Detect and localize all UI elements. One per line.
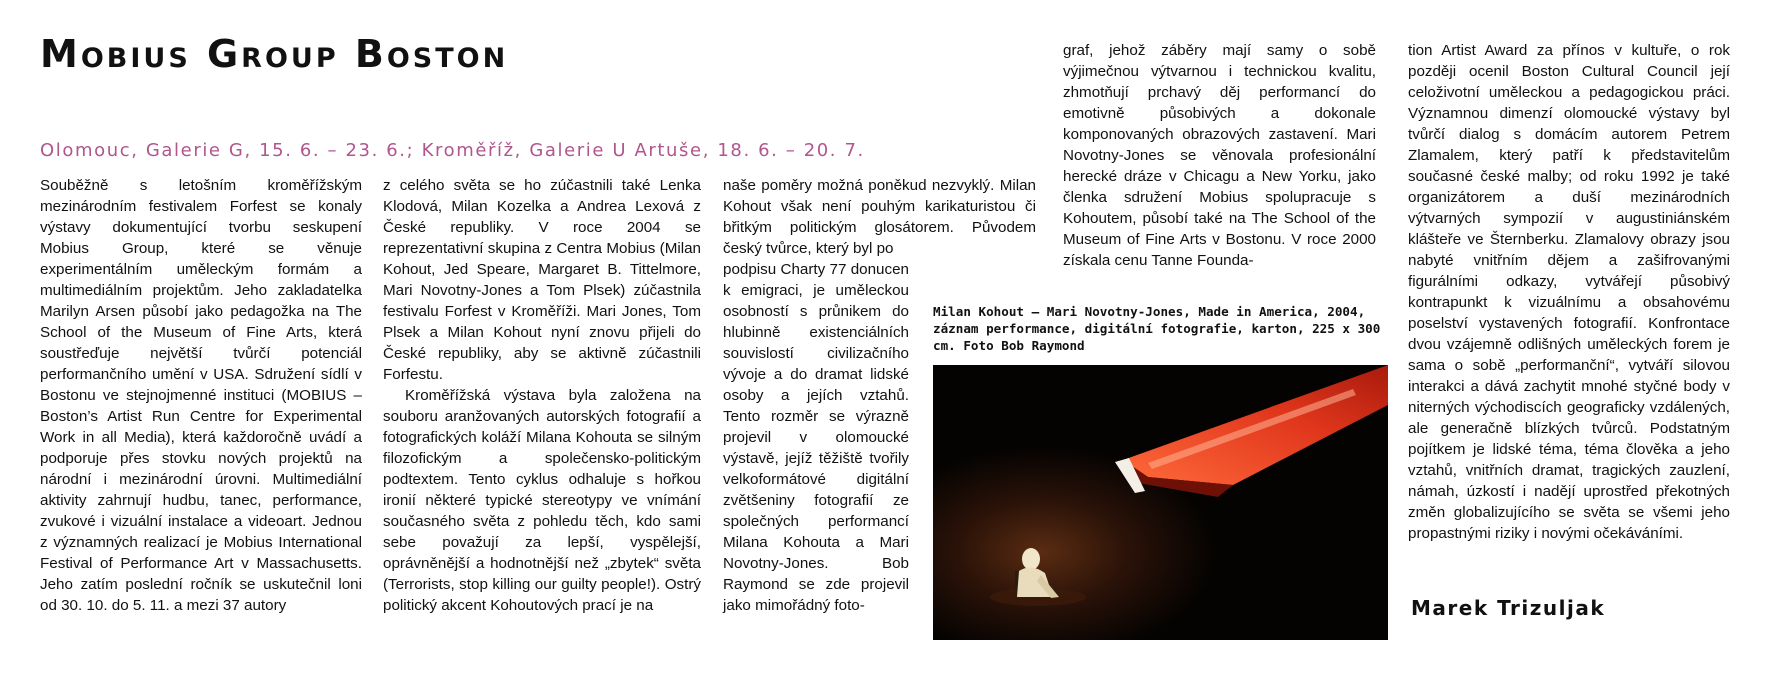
text-column-5: [1408, 40, 1730, 544]
column-1-paragraph-1: Souběžně s letošním kroměřížským mezinárodním festivalem Forfest se konaly výstavy dokumentující tvorbu seskupení Mobius Group, které se věnuje experimentálním uměleckým formám a multimediálním projektům. Jeho zakladatelka Marilyn Arsen působí jako pedagožka na The School of the Museum of Fine Arts, která soustřeďuje největší tvůrčí potenciál performančního umění v USA. Sdružení sídlí v Bostonu ve stejnojmenné instituci (MOBIUS – Boston’s Artist Run Centre for Experimental Work in all Media), která každoročně uvádí a podporuje přes stovku nových projektů na národní i mezinárodní úrovni. Multimediální aktivity zahrnují hudbu, tanec, performance, zvukové i vizuální instalace a videoart. Jednou z významných realizací je Mobius International Festival of Performance Art v Massachusetts. Jeho zatím poslední ročník se uskutečnil loni od 30. 10. do 5. 11. a mezi 37 autory: [40, 177, 362, 614]
text-column-1: [40, 175, 362, 616]
column-3-paragraph-1: naše poměry možná poněkud nezvyklý. Milan Kohout však není pouhým karikaturistou či břitkým politickým glosátorem. Původem český tvůrce, který byl po: [723, 177, 1036, 257]
column-4-paragraph-1: graf, jehož záběry mají samy o sobě výjimečnou výtvarnou i technickou kvalitu, zhmotňují prchavý děj performancí do emotivně působivých a dokonale komponovaných obrazových zastavení. Mari Novotny-Jones se věnovala profesionální herecké dráze v Chicagu a New Yorku, jako členka sdružení Mobius spolupracuje s Kohoutem, působí také na The School of the Museum of Fine Arts v Bostonu. V roce 2000 získala cenu Tanne Founda-: [1063, 42, 1376, 269]
column-3-paragraph-2: podpisu Charty 77 donucen k emigraci, je uměleckou osobností s průnikem do hlubinně existenciálních souvislostí civilizačního vývoje a do dramat lidské osoby a jejích vztahů. Tento rozměr se výrazně projevil v olomoucké výstavě, jejíž těžiště tvořily velkoformátové digitální zvětšeniny fotografií ze společných performancí Milana Kohouta a Mari Novotny-Jones. Bob Raymond se zde projevil jako mimořádný foto-: [723, 261, 909, 614]
column-2-paragraph-1: z celého světa se ho zúčastnili také Lenka Klodová, Milan Kozelka a Andrea Lexová z České republiky. V roce 2004 se reprezentativní skupina z Centra Mobius (Milan Kohout, Jed Speare, Margaret B. Tittelmore, Mari Novotny-Jones a Tom Plsek) zúčastnila festivalu Forfest v Kroměříži. Mari Jones, Tom Plsek a Milan Kohout nyní znovu přijeli do České republiky, aby se aktivně zúčastnili Forfestu.: [383, 177, 701, 383]
performance-photo: [933, 365, 1388, 640]
performance-photo-illustration: [933, 365, 1388, 640]
author-name: Marek Trizuljak: [1411, 596, 1606, 620]
article-title: Mobius Group Boston: [40, 32, 509, 76]
column-2-paragraph-2: Kroměřížská výstava byla založena na souboru aranžovaných autorských fotografií a fotografických koláží Milana Kohouta se silným filozofickým a společensko-politickým podtextem. Tento cyklus odhaluje s hořkou ironií některé typické stereotypy ve vnímání současného světa z pohledu těch, kdo sami sebe považují za lepší, vyspělejší, oprávněnější a hodnotnější než „zbytek“ světa (Terrorists, stop killing our guilty people!). Ostrý politický akcent Kohoutových prací je na: [383, 387, 701, 614]
column-5-paragraph-1: tion Artist Award za přínos v kultuře, o rok později ocenil Boston Cultural Council její celoživotní uměleckou a pedagogickou práci. Významnou dimenzí olomoucké výstavy byl tvůrčí dialog s domácím autorem Petrem Zlamalem, který patří k představitelům současné české malby; od roku 1992 je také organizátorem a duší mezinárodních výtvarných sympozií v augustiniánském klášteře ve Šternberku. Zlamalovy obrazy jsou nabyté vnitřním dějem a zašifrovanými figurálními odkazy, vytvářejí působivý kontrapunkt k vizuálnímu a obsahovému poselství vystavených fotografií. Konfrontace dvou vzájemně odlišných uměleckých forem je sama o sobě „performanční“, vytváří silovou interakci a dává zachytit mnohé styčné body v niterných východiscích geograficky vzdálených, ale generačně blízkých tvůrců. Podstatným pojítkem je lidské téma, téma člověka a jeho vztahů, vnitřních dramat, tragických zauzlení, námah, úzkostí i nadějí uprostřed překotných změn globalizujícího se světa se všemi jeho propastnými riziky i novými očekáváními.: [1408, 42, 1730, 542]
photo-caption: Milan Kohout – Mari Novotny-Jones, Made in America, 2004, záznam performance, digitální fotografie, karton, 225 x 300 cm. Foto Bob Raymond: [933, 304, 1381, 353]
article-subtitle: Olomouc, Galerie G, 15. 6. – 23. 6.; Kroměříž, Galerie U Artuše, 18. 6. – 20. 7.: [40, 140, 865, 161]
text-column-4: [1063, 40, 1376, 271]
text-column-2: [383, 175, 701, 616]
